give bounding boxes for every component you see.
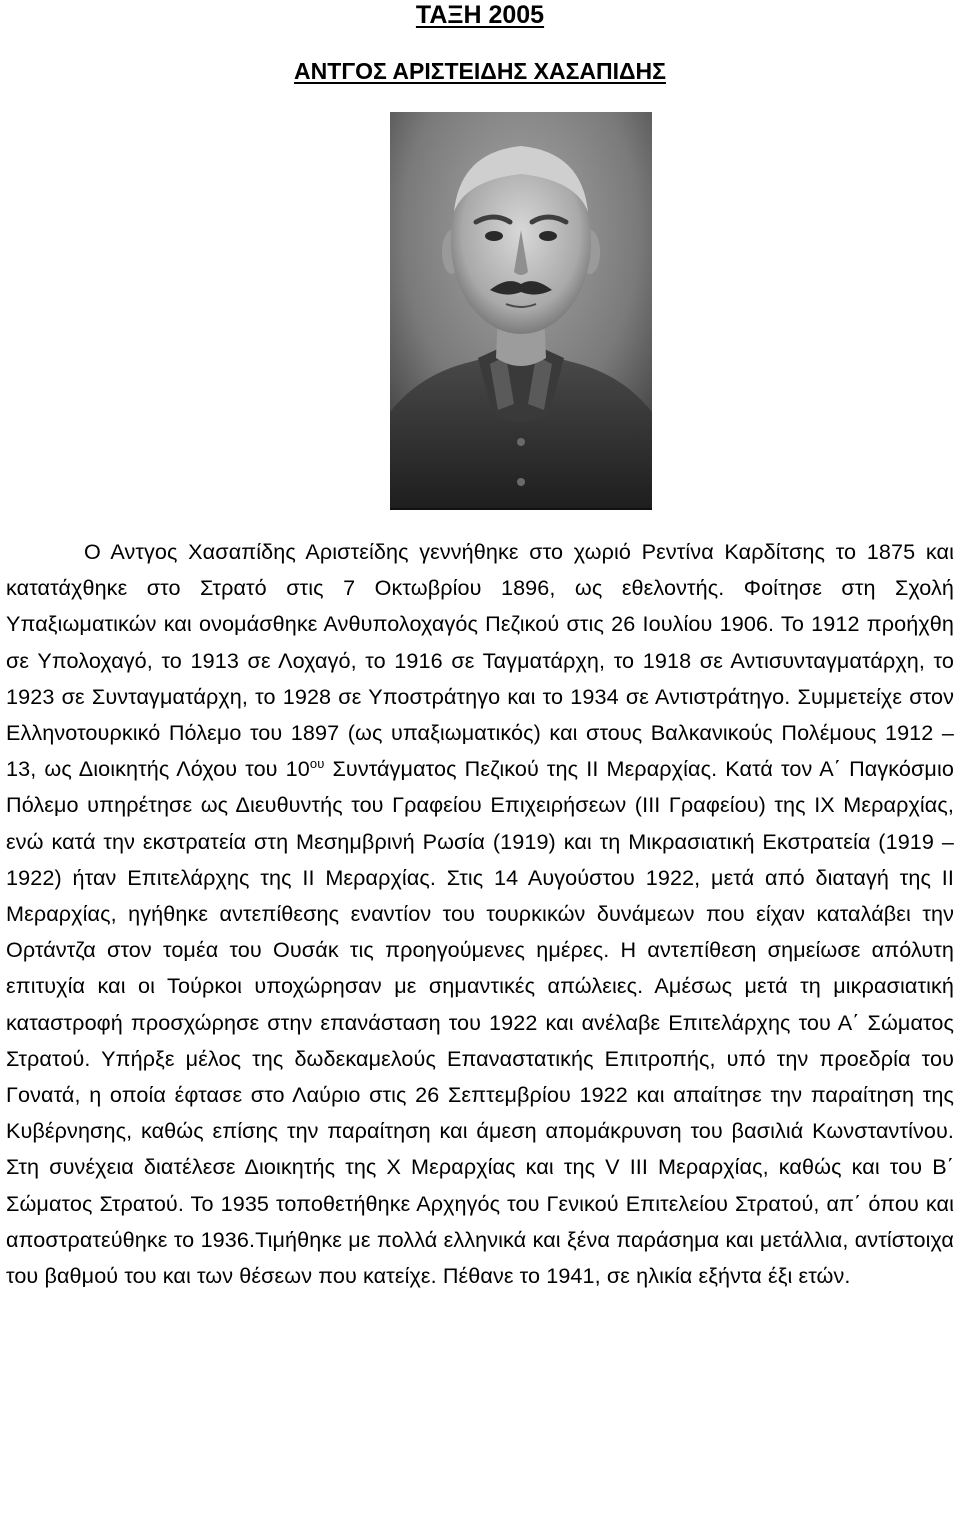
- portrait-illustration: [390, 112, 652, 508]
- portrait-photo: [390, 112, 652, 510]
- biography-text-part-1: Ο Αντγος Χασαπίδης Αριστείδης γεννήθηκε στο χωριό Ρεντίνα Καρδίτσης το 1875 και κατατάχθηκε στο Στρατό στις 7 Οκτωβρίου 1896, ως εθελοντής. Φοίτησε στη Σχολή Υπαξιωματικών και ονομάσθηκε Ανθυπολοχαγός Πεζικού στις 26 Ιουλίου 1906. Το 1912 προήχθη σε Υπολοχαγό, το 1913 σε Λοχαγό, το 1916 σε Ταγματάρχη, το 1918 σε Αντισυνταγματάρχη, το 1923 σε Συνταγματάρχη, το 1928 σε Υποστράτηγο και το 1934 σε Αντιστράτηγο. Συμμετείχε στον Ελληνοτουρκικό Πόλεμο του 1897 (ως υπαξιωματικός) και στους Βαλκανικούς Πολέμους 1912 – 13, ως Διοικητής Λόχου του 10: [6, 539, 954, 782]
- person-name-heading: ΑΝΤΓΟΣ ΑΡΙΣΤΕΙΔΗΣ ΧΑΣΑΠΙΔΗΣ: [294, 58, 666, 84]
- biography-text-part-2: Συντάγματος Πεζικού της ΙΙ Μεραρχίας. Κατά τον Α΄ Παγκόσμιο Πόλεμο υπηρέτησε ως Διευθυντής του Γραφείου Επιχειρήσεων (ΙΙΙ Γραφείου) της ΙΧ Μεραρχίας, ενώ κατά την εκστρατεία στη Μεσημβρινή Ρωσία (1919) και τη Μικρασιατική Εκστρατεία (1919 – 1922) ήταν Επιτελάρχης της ΙΙ Μεραρχίας. Στις 14 Αυγούστου 1922, μετά από διαταγή της ΙΙ Μεραρχίας, ηγήθηκε αντεπίθεσης εναντίον του τουρκικών δυνάμεων που είχαν καταλάβει την Ορτάντζα στον τομέα του Ουσάκ τις προηγούμενες ημέρες. Η αντεπίθεση σημείωσε απόλυτη επιτυχία και οι Τούρκοι υποχώρησαν με σημαντικές απώλειες. Αμέσως μετά τη μικρασιατική καταστροφή προσχώρησε στην επανάσταση του 1922 και ανέλαβε Επιτελάρχης του Α΄ Σώματος Στρατού. Υπήρξε μέλος της δωδεκαμελούς Επαναστατικής Επιτροπής, υπό την προεδρία του Γονατά, η οποία έφτασε στο Λαύριο στις 26 Σεπτεμβρίου 1922 και απαίτησε την παραίτηση της Κυβέρνησης, καθώς επίσης την παραίτηση και άμεση απομάκρυνση του βασιλιά Κωνσταντίνου. Στη συνέχεια διατέλεσε Διοικητής της Χ Μεραρχίας και της V ΙΙΙ Μεραρχίας, καθώς και του Β΄ Σώματος Στρατού. Το 1935 τοποθετήθηκε Αρχηγός του Γενικού Επιτελείου Στρατού, απ΄ όπου και αποστρατεύθηκε το 1936.Τιμήθηκε με πολλά ελληνικά και ξένα παράσημα και μετάλλια, αντίστοιχα του βαθμού του και των θέσεων που κατείχε. Πέθανε το 1941, σε ηλικία εξήντα έξι ετών.: [6, 756, 954, 1289]
- ordinal-superscript: ου: [309, 756, 325, 772]
- biography-paragraph: [6, 534, 954, 1294]
- class-year-heading: ΤΑΞΗ 2005: [415, 1, 545, 29]
